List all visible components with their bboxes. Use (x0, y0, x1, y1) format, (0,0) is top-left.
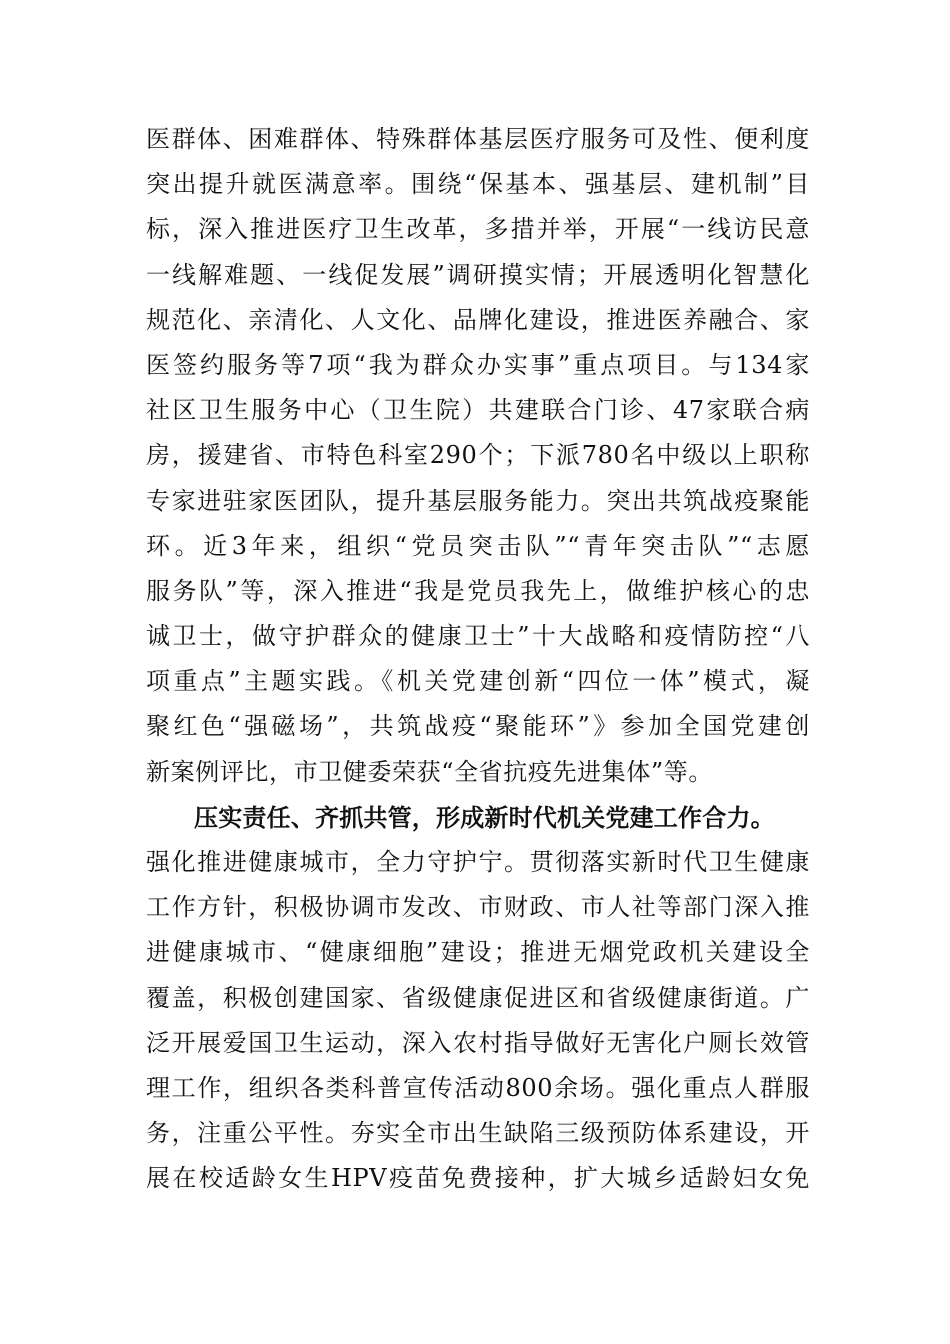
text-line: 突出提升就医满意率。围绕“保基本、强基层、建机制”目 (146, 170, 810, 199)
text-line: 医群体、困难群体、特殊群体基层医疗服务可及性、便利度 (146, 125, 810, 153)
text-line: 聚红色“强磁场”，共筑战疫“聚能环”》参加全国党建创 (146, 712, 810, 741)
section-heading: 压实责任、齐抓共管，形成新时代机关党建工作合力。 (194, 802, 775, 832)
text-line: 覆盖，积极创建国家、省级健康促进区和省级健康街道。广 (146, 983, 810, 1012)
text-line: 泛开展爱国卫生运动，深入农村指导做好无害化户厕长效管 (146, 1028, 810, 1057)
text-line: 工作方针，积极协调市发改、市财政、市人社等部门深入推 (146, 893, 810, 922)
text-line: 医签约服务等7项“我为群众办实事”重点项目。与134家 (146, 350, 810, 379)
text-line: 务，注重公平性。夯实全市出生缺陷三级预防体系建设，开 (146, 1119, 810, 1148)
text-line: 一线解难题、一线促发展”调研摸实情；开展透明化智慧化 (146, 260, 810, 289)
text-line: 展在校适龄女生HPV疫苗免费接种，扩大城乡适龄妇女免 (146, 1164, 810, 1193)
paragraph-end-line: 新案例评比，市卫健委荣获“全省抗疫先进集体”等。 (146, 757, 713, 786)
text-line: 理工作，组织各类科普宣传活动800余场。强化重点人群服 (146, 1073, 810, 1102)
text-line: 项重点”主题实践。《机关党建创新“四位一体”模式，凝 (146, 667, 810, 696)
text-line: 标，深入推进医疗卫生改革，多措并举，开展“一线访民意 (146, 215, 810, 244)
text-line: 环。近3年来，组织“党员突击队”“青年突击队”“志愿 (146, 531, 810, 560)
text-line: 规范化、亲清化、人文化、品牌化建设，推进医养融合、家 (146, 305, 810, 334)
text-line: 专家进驻家医团队，提升基层服务能力。突出共筑战疫聚能 (146, 486, 810, 515)
text-line: 诚卫士，做守护群众的健康卫士”十大战略和疫情防控“八 (146, 622, 810, 651)
text-line: 强化推进健康城市，全力守护宁。贯彻落实新时代卫生健康 (146, 848, 810, 876)
text-line: 社区卫生服务中心（卫生院）共建联合门诊、47家联合病 (146, 396, 810, 425)
text-line: 房，援建省、市特色科室290个；下派780名中级以上职称 (146, 441, 810, 470)
text-line: 进健康城市、“健康细胞”建设；推进无烟党政机关建设全 (146, 938, 810, 967)
text-line: 服务队”等，深入推进“我是党员我先上，做维护核心的忠 (146, 576, 810, 605)
body-text (146, 117, 810, 1202)
